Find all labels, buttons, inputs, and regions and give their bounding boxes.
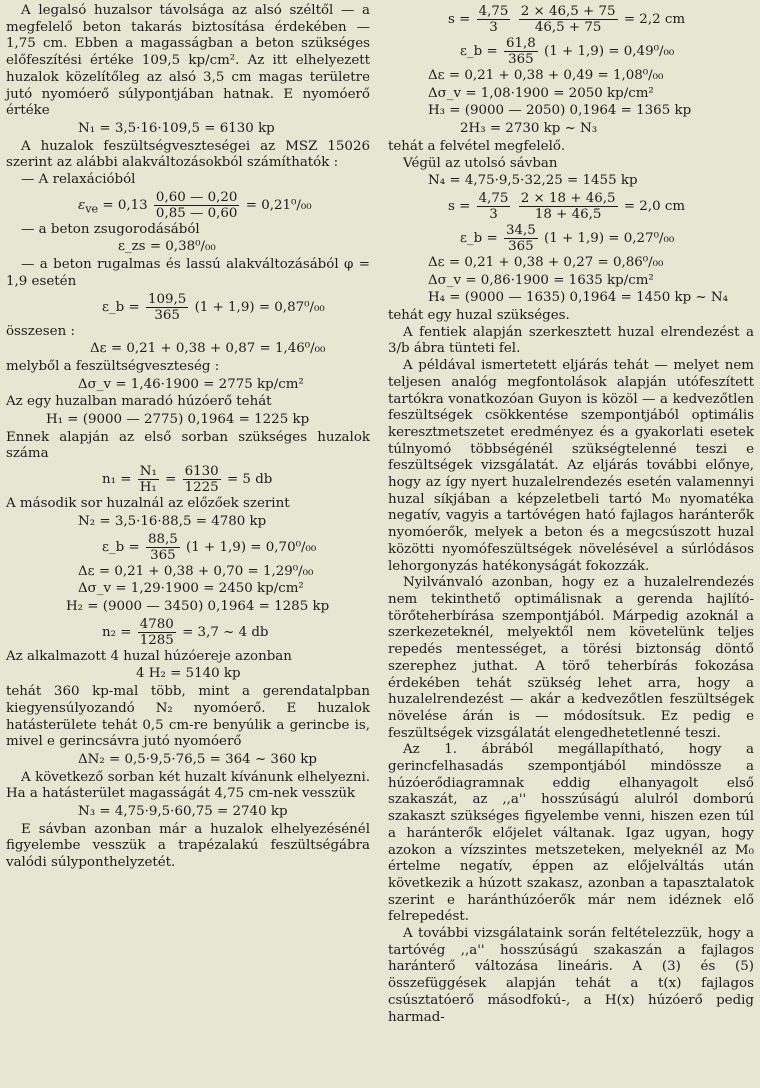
paragraph: E sávban azonban már a huzalok elhelyezésénél figyelembe vesszük a trapézalakú feszültségábra valódi súlyponthelyzetét.: [6, 821, 370, 871]
paragraph: Nyilvánvaló azonban, hogy ez a huzalelrendezés nem tekinthető optimálisnak a gerenda hajlító-törőteherbírása szempontjából. Márpedig azoknál a szerkezeteknél, melyektől nem követelünk teljes repedés mentességet, a törési biztonság döntő szerephez juthat. A törő teherbírás fokozása érdekében tehát szükség lehet arra, hogy a huzalelrendezést — akár a kedvezőtlen feszültségek növelése árán is — módosítsuk. Ez pedig e feszültségek vizsgálatát elengedhetetlenné teszi.: [388, 575, 754, 741]
paragraph: A fentiek alapján szerkesztett huzal elrendezést a 3/b ábra tünteti fel.: [388, 324, 754, 357]
equation-ds3: Δσ_v = 1,08·1900 = 2050 kp/cm²: [428, 85, 654, 101]
paragraph: összesen :: [6, 323, 75, 339]
equation-ds1: Δσ_v = 1,46·1900 = 2775 kp/cm²: [78, 376, 304, 392]
paragraph: — a beton zsugorodásából: [21, 221, 200, 237]
equation-eb2: ε_b = $\frac{88,5}{365}$ (1 + 1,9) = 0,70⁰/₀₀: [102, 531, 317, 563]
right-column: [388, 3, 754, 1026]
paragraph: A második sor huzalnál az előzőek szerint: [6, 496, 290, 512]
equation-n3: N₃ = 4,75·9,5·60,75 = 2740 kp: [78, 804, 288, 820]
fraction: $\frac{4780}{1285}$: [139, 616, 174, 648]
equation-de2: Δε = 0,21 + 0,38 + 0,70 = 1,29⁰/₀₀: [78, 563, 314, 579]
paragraph: A huzalok feszültségveszteségei az MSZ 15026 szerint az alábbi alakváltozásokból számíthatók :: [6, 138, 370, 171]
equation-4h2: 4 H₂ = 5140 kp: [136, 666, 241, 682]
equation-s2: s = $\frac{4,75}{3}$ $\frac{2 \times 18 + 46,5}{18 + 46,5}$ = 2,0 cm: [448, 190, 686, 222]
paragraph: tehát a felvétel megfelelő.: [388, 138, 566, 154]
paragraph: A következő sorban két huzalt kívánunk elhelyezni. Ha a hatásterület magasságát 4,75 cm-nek vesszük: [6, 769, 370, 802]
fraction: $\frac{4,75}{3}$: [478, 4, 509, 35]
equation-eb1: ε_b = $\frac{109,5}{365}$ (1 + 1,9) = 0,87⁰/₀₀: [102, 291, 325, 323]
fraction: $\frac{61,8}{365}$: [505, 36, 536, 67]
paragraph: Az alkalmazott 4 huzal húzóereje azonban: [6, 648, 292, 664]
equation-n1-count: n₁ = $\frac{\text{N₁}}{\text{H₁}}$ = $\frac{6130}{1225}$ = 5 db: [102, 464, 273, 496]
paragraph: A példával ismertetett eljárás tehát — melyet nem teljesen analóg megfontolások alapján utófeszített tartókra vonatkozóan Guyon is közöl — a kedvezőtlen feszültségek csökkentése szempontjából optimális keresztmetszetet eredményez és a gyakorlati esetek túlnyomó többségénél szükségtelenné teszi e feszültségek vizsgálatát. Az eljárás további előnye, hogy az így nyert huzalelrendezés esetén valamennyi huzal síkjában a képzeletbeli tartó M₀ nyomatéka negatív, vagyis a tartóvégen ható fajlagos haránterők nyomóerők, melyek a beton és a megcsúszott huzal közötti nyomófeszültségek növelésével a súrlódásos lehorgonyzás hatékonyságát fokozzák.: [388, 358, 754, 574]
left-column: [6, 3, 370, 872]
paragraph: — a beton rugalmas és lassú alakváltozásából φ = 1,9 esetén: [6, 257, 370, 289]
equation-eb4: ε_b = $\frac{34,5}{365}$ (1 + 1,9) = 0,27⁰/₀₀: [460, 222, 675, 254]
fraction: $\frac{0,60 — 0,20}{0,85 — 0,60}$: [155, 189, 238, 221]
equation-h1: H₁ = (9000 — 2775) 0,1964 = 1225 kp: [46, 412, 310, 428]
equation-de3: Δε = 0,21 + 0,38 + 0,49 = 1,08⁰/₀₀: [428, 68, 664, 83]
equation-relaxation: $\varepsilon_{ve} = 0,13$ $\frac{0,60 — 0,20}{0,85 — 0,60}$ = 0,21⁰/₀₀: [78, 189, 312, 221]
equation-2h3: 2H₃ = 2730 kp ~ N₃: [460, 121, 598, 137]
paragraph: Ennek alapján az első sorban szükséges huzalok száma: [6, 429, 370, 462]
paragraph: melyből a feszültségveszteség :: [6, 358, 220, 374]
equation-n2: N₂ = 3,5·16·88,5 = 4780 kp: [78, 513, 267, 529]
equation-eb3: ε_b = $\frac{61,8}{365}$ (1 + 1,9) = 0,49⁰/₀₀: [460, 36, 675, 67]
paragraph: A további vizsgálataink során feltételezzük, hogy a tartóvég ,,a'' hosszúságú szakaszán a fajlagos haránterő változása lineáris. A (3) és (5) összefüggések alapján tehát a t(x) fajlagos csúsztatóerő másodfokú-, a H(x) húzóerő pedig harmad-: [388, 926, 754, 1025]
equation-n2-count: n₂ = $\frac{4780}{1285}$ = 3,7 ~ 4 db: [102, 616, 269, 648]
fraction: $\frac{109,5}{365}$: [147, 291, 187, 323]
fraction: $\frac{\text{N₁}}{\text{H₁}}$: [139, 464, 157, 496]
equation-de1: Δε = 0,21 + 0,38 + 0,87 = 1,46⁰/₀₀: [90, 341, 326, 357]
equation-shrinkage: ε_zs = 0,38⁰/₀₀: [118, 239, 216, 255]
fraction: $\frac{6130}{1225}$: [184, 464, 219, 496]
equation-ds2: Δσ_v = 1,29·1900 = 2450 kp/cm²: [78, 581, 304, 597]
paragraph: — A relaxációból: [21, 172, 136, 188]
fraction: $\frac{2 \times 18 + 46,5}{18 + 46,5}$: [520, 190, 616, 222]
fraction: $\frac{2 \times 46,5 + 75}{46,5 + 75}$: [520, 4, 616, 35]
paragraph: Az egy huzalban maradó húzóerő tehát: [6, 394, 272, 410]
paragraph: Végül az utolsó sávban: [403, 155, 558, 171]
paragraph: A legalsó huzalsor távolsága az alsó széltől — a megfelelő beton takarás biztosítása érdekében — 1,75 cm. Ebben a magasságban a beton szükséges előfeszítési értéke 109,5 kp/cm². Az itt elhelyezett huzalok közelítőleg az alsó 3,5 cm magas területre jutó nyomóerő súlypontjában hatnak. E nyomóerő értéke: [6, 3, 370, 119]
equation-ds4: Δσ_v = 0,86·1900 = 1635 kp/cm²: [428, 272, 654, 288]
equation-de4: Δε = 0,21 + 0,38 + 0,27 = 0,86⁰/₀₀: [428, 254, 664, 270]
equation-dn2: ΔN₂ = 0,5·9,5·76,5 = 364 ~ 360 kp: [78, 751, 317, 767]
equation-n1: N₁ = 3,5·16·109,5 = 6130 kp: [78, 120, 275, 136]
paragraph: tehát 360 kp-mal több, mint a gerendatalpban kiegyensúlyozandó N₂ nyomóerő. E huzalok hatásterülete tehát 0,5 cm-re benyúlik a gerincbe is, mivel e gerincsávra jutó nyomóerő: [6, 684, 370, 750]
equation-h4: H₄ = (9000 — 1635) 0,1964 = 1450 kp ~ N₄: [428, 290, 728, 306]
paragraph: Az 1. ábrából megállapítható, hogy a gerincfelhasadás szempontjából mindössze a húzóerődiagramnak eddig elhanyagolt első szakaszát, az ,,a'' hosszúságú alulról domború szakaszt szükséges figyelembe venni, hiszen ezen túl a haránterők előjelet váltanak. Igaz ugyan, hogy azokon a vízszintes metszeteken, melyeknél az M₀ értelme negatív, éppen az előjelváltás után következik a húzott szakasz, azonban a tapasztalatok szerint e haránthúzóerők már nem idéznek elő felrepedést.: [388, 742, 754, 925]
fraction: $\frac{4,75}{3}$: [478, 190, 509, 222]
equation-h2: H₂ = (9000 — 3450) 0,1964 = 1285 kp: [66, 598, 330, 614]
equation-s1: s = $\frac{4,75}{3}$ $\frac{2 \times 46,5 + 75}{46,5 + 75}$ = 2,2 cm: [448, 4, 686, 35]
paragraph: tehát egy huzal szükséges.: [388, 308, 570, 324]
fraction: $\frac{34,5}{365}$: [505, 222, 536, 254]
fraction: $\frac{88,5}{365}$: [147, 531, 178, 563]
equation-n4: N₄ = 4,75·9,5·32,25 = 1455 kp: [428, 173, 638, 189]
equation-h3: H₃ = (9000 — 2050) 0,1964 = 1365 kp: [428, 103, 692, 119]
